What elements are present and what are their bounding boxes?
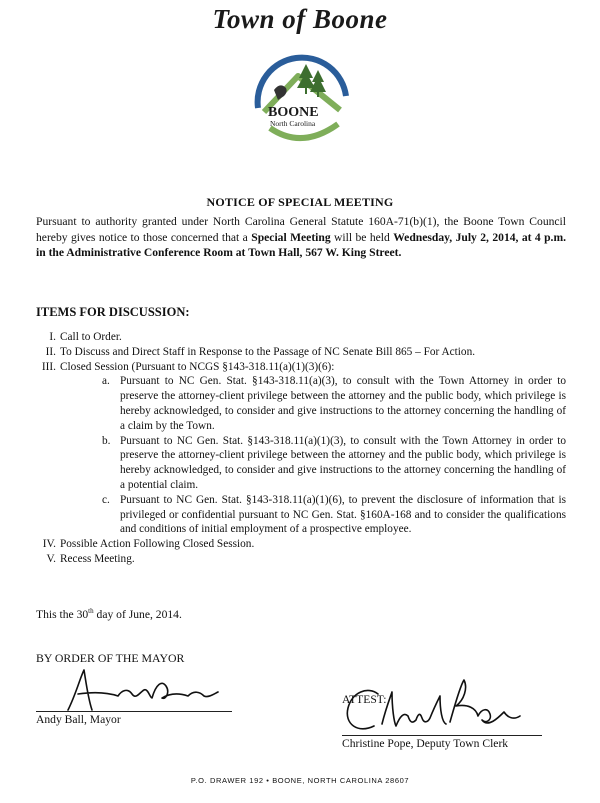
clerk-signature-line (342, 735, 542, 736)
clerk-name: Christine Pope, Deputy Town Clerk (342, 737, 509, 750)
agenda-item-number: III. (41, 360, 56, 373)
dated-line (36, 607, 182, 621)
agenda-list (36, 330, 566, 567)
subitem-letter: c. (102, 493, 110, 506)
attest-label: ATTEST: (342, 693, 387, 706)
subitem-letter: a. (102, 375, 110, 388)
mayor-name: Andy Ball, Mayor (36, 713, 121, 726)
intro-paragraph (36, 214, 566, 261)
dated-text-a: This the 30 (36, 607, 89, 621)
subitem-letter: b. (102, 434, 111, 447)
subitem-text: Pursuant to NC Gen. Stat. §143-318.11(a)(1)(6), to prevent the disclosure of information that is privileged or confidential pursuant to NC Gen. Stat. §160A-168 and to consider the qualifications and conditions of initial employment of a prospective employee. (120, 493, 566, 536)
agenda-subitem (102, 493, 566, 537)
items-heading: ITEMS FOR DISCUSSION: (36, 305, 190, 319)
intro-text-a: Pursuant to authority granted under North Carolina General Statute 160A-71(b)(1), the Boone Town Council hereby gives notice to those concerned that a (36, 215, 566, 244)
agenda-item (36, 345, 566, 360)
intro-meeting-datetime: Wednesday, July 2, 2014, at 4 p.m. in the Administrative Conference Room at Town Hall, 567 W. King Street. (36, 230, 567, 259)
agenda-item-number: II. (45, 345, 56, 358)
town-logo (250, 46, 354, 150)
logo-state-text: North Carolina (270, 119, 316, 128)
agenda-item-text: Closed Session (Pursuant to NCGS §143-318.11(a)(1)(3)(6): (60, 360, 335, 373)
intro-special-meeting: Special Meeting (251, 230, 331, 244)
agenda-item-number: V. (46, 552, 56, 565)
town-title: Town of Boone (212, 4, 388, 34)
agenda-item-text: Possible Action Following Closed Session. (60, 538, 255, 551)
subitem-text: Pursuant to NC Gen. Stat. §143-318.11(a)(1)(3), to consult with the Town Attorney in order to preserve the attorney-client privilege between the attorney and the public body, which privilege is hereby acknowledged, to consider and give instructions to the attorney concerning the handling of a potential claim. (120, 434, 566, 491)
dated-text-b: day of June, 2014. (93, 607, 182, 621)
agenda-item (36, 330, 566, 345)
by-order-of-mayor: BY ORDER OF THE MAYOR (36, 651, 185, 665)
footer-address: P.O. DRAWER 192 • BOONE, NORTH CAROLINA 28607 (190, 776, 410, 785)
intro-text-c: will be held (330, 230, 394, 244)
clerk-signature (338, 678, 538, 740)
mayor-signature-line (36, 711, 232, 712)
agenda-item-text: Recess Meeting. (60, 552, 135, 565)
agenda-item-number: I. (49, 331, 56, 343)
mayor-signature (62, 664, 222, 716)
agenda-item-text: To Discuss and Direct Staff in Response to the Passage of NC Senate Bill 865 – For Action. (60, 345, 476, 358)
agenda-item-text: Call to Order. (60, 331, 122, 343)
agenda-item (36, 537, 566, 552)
agenda-subitem (102, 434, 566, 493)
notice-heading: NOTICE OF SPECIAL MEETING (206, 195, 394, 209)
agenda-item (36, 552, 566, 567)
agenda-item (36, 360, 566, 375)
agenda-subitem (102, 374, 566, 433)
agenda-item-number: IV. (42, 538, 56, 551)
subitem-text: Pursuant to NC Gen. Stat. §143-318.11(a)(3), to consult with the Town Attorney in order to preserve the attorney-client privilege between the attorney and the public body, which privilege is hereby acknowledged, to consider and give instructions to the attorney concerning the handling of a claim by the Town. (120, 375, 566, 432)
dated-superscript: th (88, 607, 94, 615)
logo-boone-text: BOONE (268, 105, 319, 120)
